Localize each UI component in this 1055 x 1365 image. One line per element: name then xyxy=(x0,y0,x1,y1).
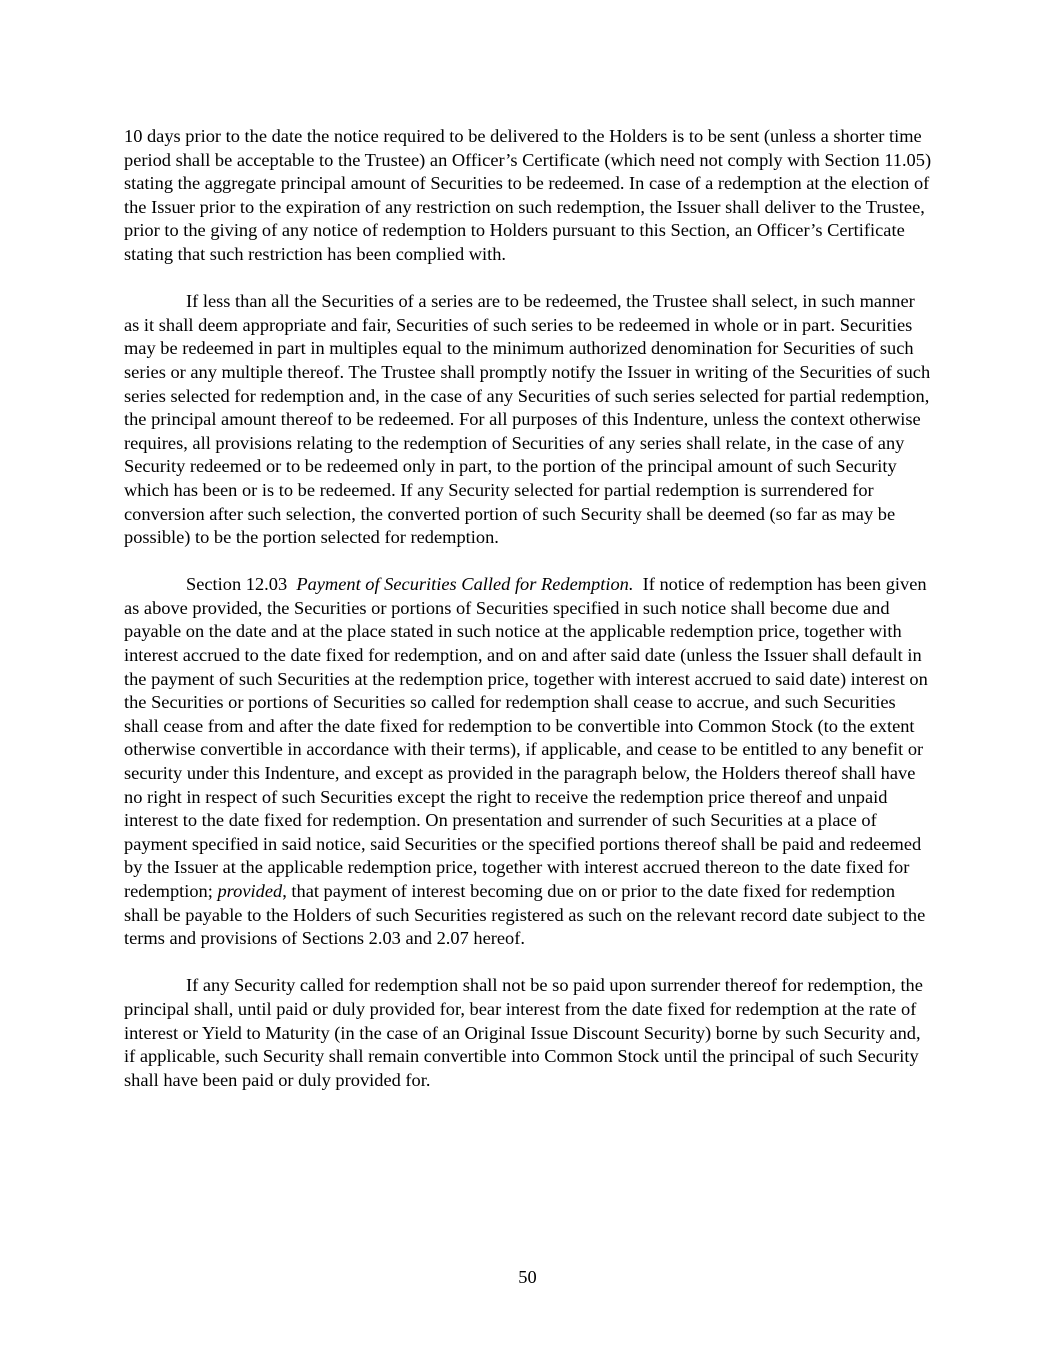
section-title: Payment of Securities Called for Redemption. xyxy=(296,574,634,595)
section-number: Section 12.03 xyxy=(186,574,288,595)
paragraph-unpaid-redemption: If any Security called for redemption shall not be so paid upon surrender thereof for redemption, the principal shall, until paid or duly provided for, bear interest from the date fixed for redemption at the rate of interest or Yield to Maturity (in the case of an Original Issue Discount Security) borne by such Security and, if applicable, such Security shall remain convertible into Common Stock until the principal of such Security shall have been paid or duly provided for. xyxy=(124,975,923,1090)
proviso-text: , that payment of interest becoming due on or prior to the date fixed for redemption shall be payable to the Holders of such Securities registered as such on the relevant record date subject to the terms and provisions of Sections 2.03 and 2.07 hereof. xyxy=(124,881,926,949)
page-number: 50 xyxy=(518,1267,537,1287)
section-text: If notice of redemption has been given as above provided, the Securities or portions of Securities specified in such notice shall become due and payable on the date and at the place stated in such notice at the applicable redemption price, together with interest accrued to the date fixed for redemption, and on and after said date (unless the Issuer shall default in the payment of such Securities at the redemption price, together with interest accrued to said date) interest on the Securities or portions of Securities so called for redemption shall cease to accrue, and such Securities shall cease from and after the date fixed for redemption to be convertible into Common Stock (to the extent otherwise convertible in accordance with their terms), if applicable, and cease to be entitled to any benefit or security under this Indenture, and except as provided in the paragraph below, the Holders thereof shall have no right in respect of such Securities except the right to receive the redemption price thereof and unpaid interest to the date fixed for redemption. On presentation and surrender of such Securities at a place of payment specified in said notice, said Securities or the specified portions thereof shall be paid and redeemed by the Issuer at the applicable redemption price, together with interest accrued thereon to the date fixed for redemption; xyxy=(124,574,928,901)
section-12-03-paragraph xyxy=(124,573,932,951)
paragraph-selection-of-securities: If less than all the Securities of a series are to be redeemed, the Trustee shall select, in such manner as it shall deem appropriate and fair, Securities of such series to be redeemed in whole or in part. Securities may be redeemed in part in multiples equal to the minimum authorized denomination for Securities of such series or any multiple thereof. The Trustee shall promptly notify the Issuer in writing of the Securities of such series selected for redemption and, in the case of any Securities of such series selected for partial redemption, the principal amount thereof to be redeemed. For all purposes of this Indenture, unless the context otherwise requires, all provisions relating to the redemption of Securities of any series shall relate, in the case of any Security redeemed or to be redeemed only in part, to the portion of the principal amount of such Security which has been or is to be redeemed. If any Security selected for partial redemption is surrendered for conversion after such selection, the converted portion of such Security shall be deemed (so far as may be possible) to be the portion selected for redemption. xyxy=(124,291,931,548)
paragraph-continuation: 10 days prior to the date the notice required to be delivered to the Holders is to be sent (unless a shorter time period shall be acceptable to the Trustee) an Officer’s Certificate (which need not comply with Section 11.05) stating the aggregate principal amount of Securities to be redeemed. In case of a redemption at the election of the Issuer prior to the expiration of any restriction on such redemption, the Issuer shall deliver to the Trustee, prior to the giving of any notice of redemption to Holders pursuant to this Section, an Officer’s Certificate stating that such restriction has been complied with. xyxy=(124,126,932,264)
document-body xyxy=(124,125,932,1116)
proviso-word: provided xyxy=(217,881,283,901)
